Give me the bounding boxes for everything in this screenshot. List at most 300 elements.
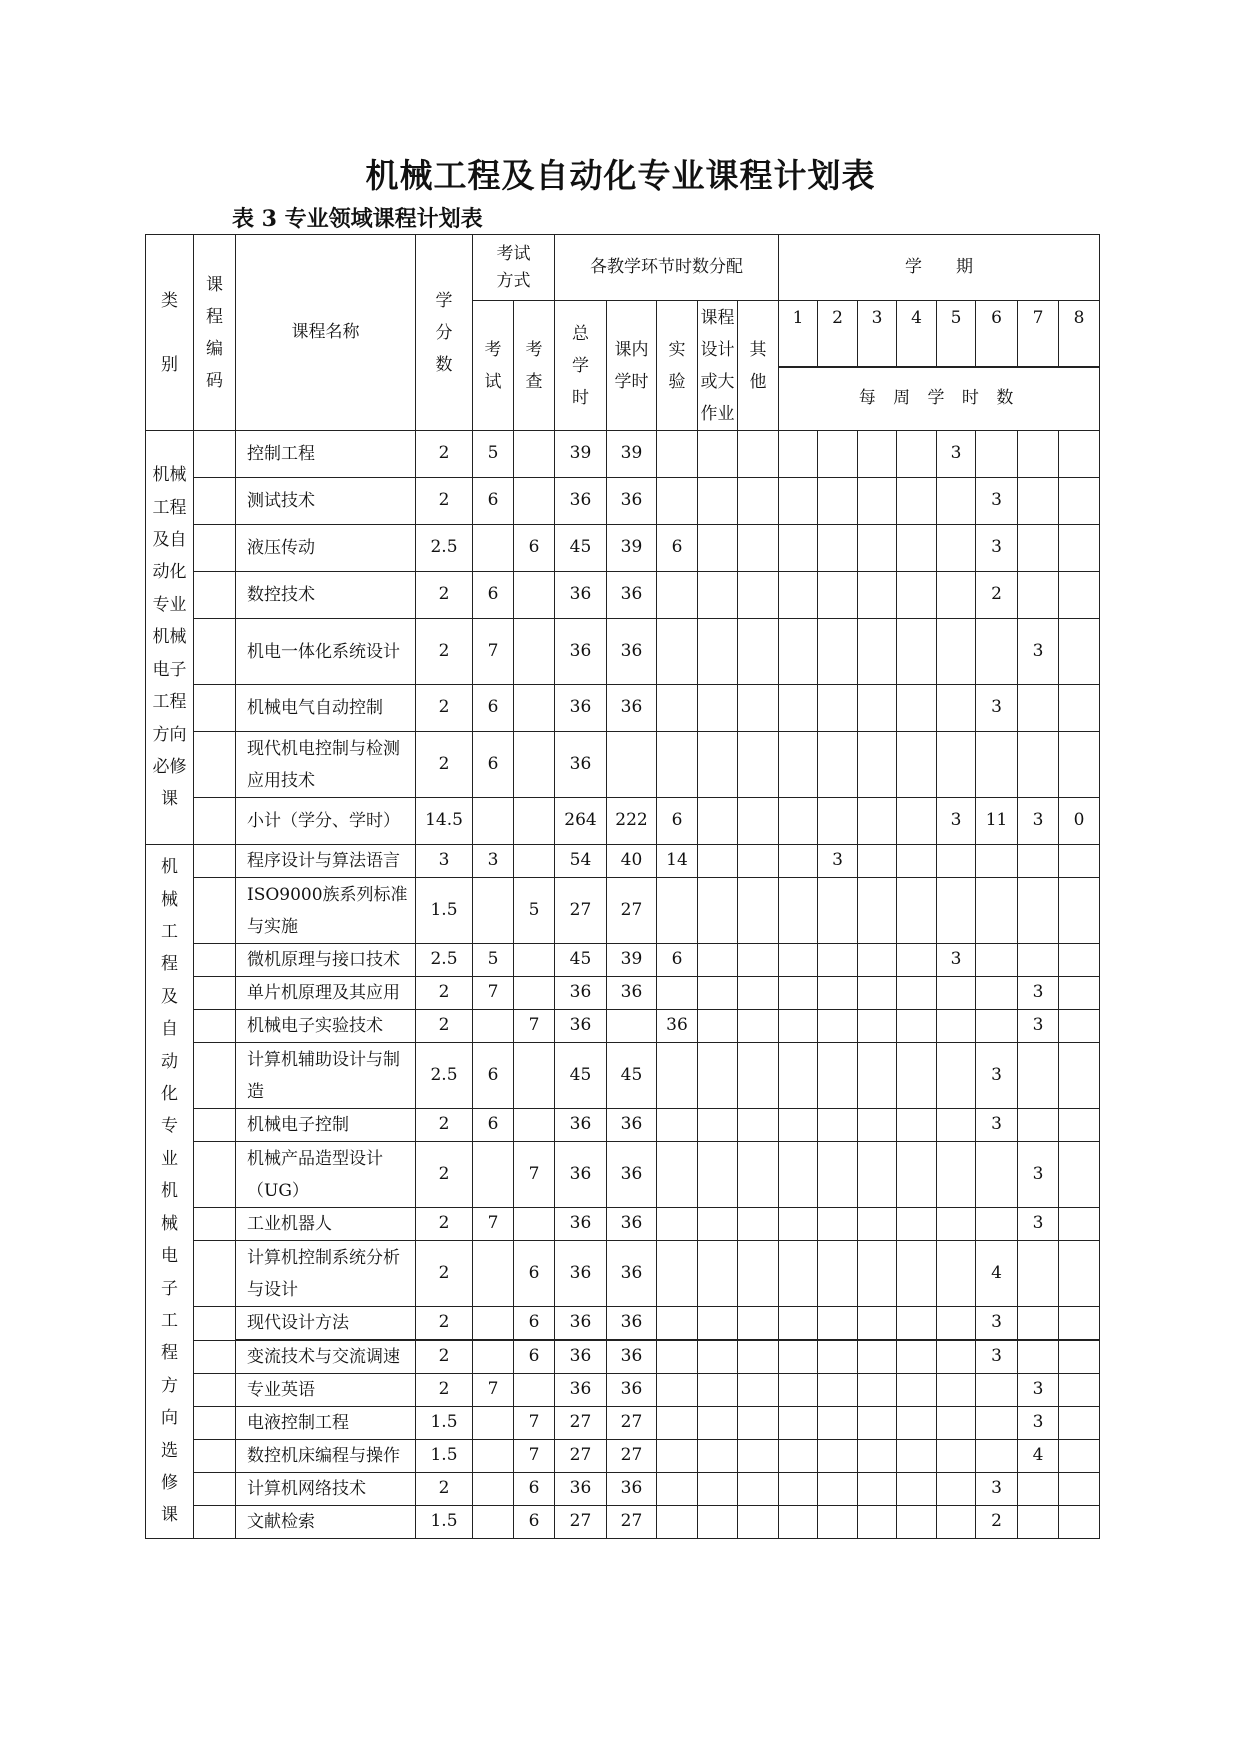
credits-cell: 2 xyxy=(416,1307,473,1341)
semester-8-cell xyxy=(1059,1010,1100,1043)
course-name-cell: 数控机床编程与操作 xyxy=(236,1440,416,1473)
semester-6-cell xyxy=(976,1142,1018,1208)
design-cell xyxy=(698,944,738,977)
exam-cell: 6 xyxy=(473,572,514,619)
semester-2-cell xyxy=(818,1043,858,1109)
check-cell: 7 xyxy=(514,1010,555,1043)
check-cell xyxy=(514,685,555,732)
check-cell xyxy=(514,1374,555,1407)
header-design-homework: 课程 设计 或大 作业 xyxy=(698,301,738,431)
semester-3-cell xyxy=(858,1142,897,1208)
check-cell xyxy=(514,944,555,977)
exam-cell xyxy=(473,1142,514,1208)
semester-2-cell xyxy=(818,798,858,845)
other-cell xyxy=(738,1142,779,1208)
in-class-hours-cell: 36 xyxy=(607,1340,657,1374)
exam-cell: 6 xyxy=(473,732,514,798)
other-cell xyxy=(738,944,779,977)
semester-5-cell xyxy=(937,1473,976,1506)
semester-8-cell xyxy=(1059,1142,1100,1208)
semester-7-cell: 3 xyxy=(1018,1407,1059,1440)
experiment-cell xyxy=(657,1208,698,1241)
total-hours-cell: 36 xyxy=(555,732,607,798)
experiment-cell xyxy=(657,478,698,525)
table-row xyxy=(146,1440,1100,1473)
semester-5-cell xyxy=(937,1307,976,1341)
experiment-cell xyxy=(657,431,698,478)
semester-4-cell xyxy=(897,1208,937,1241)
header-exam-mode: 考试 方式 xyxy=(473,235,555,301)
other-cell xyxy=(738,1407,779,1440)
semester-6-cell xyxy=(976,944,1018,977)
semester-8-cell xyxy=(1059,878,1100,944)
experiment-cell: 36 xyxy=(657,1010,698,1043)
exam-cell: 6 xyxy=(473,1043,514,1109)
semester-1-cell xyxy=(779,478,818,525)
semester-8-cell xyxy=(1059,1109,1100,1142)
header-semester-4: 4 xyxy=(897,301,937,367)
design-cell xyxy=(698,1340,738,1374)
header-experiment: 实 验 xyxy=(657,301,698,431)
check-cell xyxy=(514,619,555,685)
semester-7-cell xyxy=(1018,944,1059,977)
other-cell xyxy=(738,1506,779,1539)
semester-5-cell: 3 xyxy=(937,431,976,478)
header-semester-6: 6 xyxy=(976,301,1018,367)
header-other: 其 他 xyxy=(738,301,779,431)
total-hours-cell: 39 xyxy=(555,431,607,478)
semester-8-cell xyxy=(1059,1440,1100,1473)
other-cell xyxy=(738,1473,779,1506)
other-cell xyxy=(738,1241,779,1307)
course-code-cell xyxy=(194,1208,236,1241)
semester-5-cell xyxy=(937,1010,976,1043)
table-row xyxy=(146,572,1100,619)
check-cell: 7 xyxy=(514,1407,555,1440)
exam-cell: 5 xyxy=(473,944,514,977)
check-cell xyxy=(514,1043,555,1109)
design-cell xyxy=(698,798,738,845)
other-cell xyxy=(738,1340,779,1374)
table-row xyxy=(146,1241,1100,1307)
check-cell xyxy=(514,431,555,478)
semester-6-cell: 3 xyxy=(976,478,1018,525)
semester-2-cell xyxy=(818,1374,858,1407)
check-cell: 6 xyxy=(514,1473,555,1506)
course-name-cell: 微机原理与接口技术 xyxy=(236,944,416,977)
semester-2-cell xyxy=(818,1340,858,1374)
course-name-cell: 工业机器人 xyxy=(236,1208,416,1241)
in-class-hours-cell: 36 xyxy=(607,1241,657,1307)
other-cell xyxy=(738,1043,779,1109)
other-cell xyxy=(738,845,779,878)
semester-1-cell xyxy=(779,1473,818,1506)
semester-5-cell: 3 xyxy=(937,944,976,977)
table-row xyxy=(146,1307,1100,1341)
table-row xyxy=(146,431,1100,478)
semester-4-cell xyxy=(897,1241,937,1307)
semester-5-cell xyxy=(937,845,976,878)
in-class-hours-cell xyxy=(607,732,657,798)
semester-1-cell xyxy=(779,619,818,685)
in-class-hours-cell: 36 xyxy=(607,1473,657,1506)
header-semester-8: 8 xyxy=(1059,301,1100,367)
in-class-hours-cell: 36 xyxy=(607,1142,657,1208)
semester-3-cell xyxy=(858,977,897,1010)
table-row xyxy=(146,1374,1100,1407)
in-class-hours-cell: 27 xyxy=(607,1407,657,1440)
check-cell xyxy=(514,732,555,798)
semester-8-cell xyxy=(1059,525,1100,572)
experiment-cell xyxy=(657,572,698,619)
page-title: 机械工程及自动化专业课程计划表 xyxy=(365,156,876,195)
header-semester-1: 1 xyxy=(779,301,818,367)
semester-8-cell xyxy=(1059,1506,1100,1539)
semester-4-cell xyxy=(897,1109,937,1142)
semester-4-cell xyxy=(897,1440,937,1473)
in-class-hours-cell: 27 xyxy=(607,878,657,944)
semester-7-cell xyxy=(1018,1043,1059,1109)
semester-7-cell xyxy=(1018,1506,1059,1539)
semester-4-cell xyxy=(897,977,937,1010)
design-cell xyxy=(698,1307,738,1341)
course-name-cell: 专业英语 xyxy=(236,1374,416,1407)
semester-2-cell xyxy=(818,1473,858,1506)
credits-cell: 2 xyxy=(416,572,473,619)
semester-6-cell xyxy=(976,1407,1018,1440)
design-cell xyxy=(698,685,738,732)
semester-5-cell xyxy=(937,1208,976,1241)
course-code-cell xyxy=(194,572,236,619)
total-hours-cell: 36 xyxy=(555,1374,607,1407)
semester-4-cell xyxy=(897,619,937,685)
course-name-cell: 计算机网络技术 xyxy=(236,1473,416,1506)
experiment-cell xyxy=(657,878,698,944)
exam-cell xyxy=(473,1241,514,1307)
semester-8-cell xyxy=(1059,732,1100,798)
semester-6-cell: 3 xyxy=(976,1109,1018,1142)
semester-3-cell xyxy=(858,732,897,798)
semester-8-cell xyxy=(1059,478,1100,525)
semester-3-cell xyxy=(858,1407,897,1440)
semester-8-cell xyxy=(1059,431,1100,478)
credits-cell: 2 xyxy=(416,1340,473,1374)
header-semester-2: 2 xyxy=(818,301,858,367)
table-row xyxy=(146,525,1100,572)
experiment-cell xyxy=(657,1241,698,1307)
semester-2-cell xyxy=(818,1208,858,1241)
semester-2-cell xyxy=(818,1506,858,1539)
course-name-cell: 机械电子控制 xyxy=(236,1109,416,1142)
design-cell xyxy=(698,1440,738,1473)
credits-cell: 1.5 xyxy=(416,1506,473,1539)
semester-3-cell xyxy=(858,1010,897,1043)
course-code-cell xyxy=(194,1109,236,1142)
other-cell xyxy=(738,1109,779,1142)
semester-6-cell: 3 xyxy=(976,1473,1018,1506)
table-row xyxy=(146,685,1100,732)
semester-4-cell xyxy=(897,1340,937,1374)
experiment-cell xyxy=(657,1440,698,1473)
semester-2-cell xyxy=(818,1010,858,1043)
course-name-cell: 文献检索 xyxy=(236,1506,416,1539)
semester-2-cell xyxy=(818,1241,858,1307)
course-name-cell: ISO9000族系列标准与实施 xyxy=(236,878,416,944)
credits-cell: 2 xyxy=(416,1010,473,1043)
semester-7-cell xyxy=(1018,525,1059,572)
course-code-cell xyxy=(194,619,236,685)
course-name-cell: 机电一体化系统设计 xyxy=(236,619,416,685)
semester-6-cell xyxy=(976,619,1018,685)
semester-3-cell xyxy=(858,1241,897,1307)
semester-4-cell xyxy=(897,1010,937,1043)
semester-2-cell xyxy=(818,1109,858,1142)
semester-4-cell xyxy=(897,685,937,732)
course-code-cell xyxy=(194,1374,236,1407)
in-class-hours-cell: 36 xyxy=(607,478,657,525)
credits-cell: 2 xyxy=(416,1374,473,1407)
semester-4-cell xyxy=(897,1043,937,1109)
total-hours-cell: 36 xyxy=(555,1241,607,1307)
course-name-cell: 计算机辅助设计与制造 xyxy=(236,1043,416,1109)
table-row xyxy=(146,1506,1100,1539)
experiment-cell xyxy=(657,1374,698,1407)
semester-2-cell xyxy=(818,525,858,572)
category-cell xyxy=(146,431,194,845)
design-cell xyxy=(698,878,738,944)
total-hours-cell: 36 xyxy=(555,1340,607,1374)
credits-cell: 2.5 xyxy=(416,1043,473,1109)
table-row xyxy=(146,1142,1100,1208)
check-cell: 6 xyxy=(514,1241,555,1307)
total-hours-cell: 27 xyxy=(555,1440,607,1473)
other-cell xyxy=(738,478,779,525)
in-class-hours-cell: 45 xyxy=(607,1043,657,1109)
semester-8-cell xyxy=(1059,944,1100,977)
semester-4-cell xyxy=(897,1506,937,1539)
course-code-cell xyxy=(194,478,236,525)
design-cell xyxy=(698,1374,738,1407)
check-cell xyxy=(514,478,555,525)
design-cell xyxy=(698,525,738,572)
table-row xyxy=(146,1473,1100,1506)
total-hours-cell: 27 xyxy=(555,1506,607,1539)
semester-2-cell xyxy=(818,1307,858,1341)
course-name-cell: 单片机原理及其应用 xyxy=(236,977,416,1010)
exam-cell: 6 xyxy=(473,1109,514,1142)
semester-3-cell xyxy=(858,572,897,619)
table-row xyxy=(146,798,1100,845)
table-row xyxy=(146,732,1100,798)
semester-6-cell: 11 xyxy=(976,798,1018,845)
semester-5-cell xyxy=(937,478,976,525)
credits-cell: 2 xyxy=(416,685,473,732)
semester-6-cell: 2 xyxy=(976,1506,1018,1539)
header-category: 类 别 xyxy=(146,235,194,431)
in-class-hours-cell: 36 xyxy=(607,685,657,732)
semester-3-cell xyxy=(858,1340,897,1374)
semester-1-cell xyxy=(779,1109,818,1142)
table-caption: 表 3 专业领域课程计划表 xyxy=(232,206,483,232)
header-check: 考 查 xyxy=(514,301,555,431)
semester-1-cell xyxy=(779,525,818,572)
experiment-cell xyxy=(657,1307,698,1341)
table-row xyxy=(146,1340,1100,1374)
credits-cell: 2 xyxy=(416,1473,473,1506)
design-cell xyxy=(698,1109,738,1142)
other-cell xyxy=(738,1307,779,1341)
credits-cell: 1.5 xyxy=(416,1407,473,1440)
total-hours-cell: 36 xyxy=(555,977,607,1010)
semester-4-cell xyxy=(897,431,937,478)
semester-6-cell xyxy=(976,1010,1018,1043)
category-label: 机 械 工 程 及 自 动 化 专 业 机 械 电 子 工 程 方 向 选 修 课 xyxy=(161,857,178,1526)
semester-4-cell xyxy=(897,845,937,878)
semester-1-cell xyxy=(779,1307,818,1341)
semester-5-cell xyxy=(937,1374,976,1407)
semester-5-cell xyxy=(937,732,976,798)
semester-6-cell: 2 xyxy=(976,572,1018,619)
semester-1-cell xyxy=(779,1340,818,1374)
semester-3-cell xyxy=(858,685,897,732)
exam-cell xyxy=(473,525,514,572)
semester-8-cell xyxy=(1059,1473,1100,1506)
other-cell xyxy=(738,977,779,1010)
exam-cell: 7 xyxy=(473,977,514,1010)
semester-2-cell xyxy=(818,878,858,944)
header-semester-7: 7 xyxy=(1018,301,1059,367)
other-cell xyxy=(738,1010,779,1043)
semester-6-cell xyxy=(976,431,1018,478)
credits-cell: 3 xyxy=(416,845,473,878)
semester-2-cell xyxy=(818,1142,858,1208)
design-cell xyxy=(698,619,738,685)
header-semester-5: 5 xyxy=(937,301,976,367)
header-semester: 学 期 xyxy=(779,235,1100,301)
check-cell xyxy=(514,977,555,1010)
semester-8-cell xyxy=(1059,1340,1100,1374)
check-cell: 6 xyxy=(514,1506,555,1539)
semester-2-cell xyxy=(818,619,858,685)
experiment-cell xyxy=(657,1142,698,1208)
in-class-hours-cell: 39 xyxy=(607,944,657,977)
total-hours-cell: 264 xyxy=(555,798,607,845)
design-cell xyxy=(698,1407,738,1440)
other-cell xyxy=(738,1374,779,1407)
credits-cell: 1.5 xyxy=(416,1440,473,1473)
table-row xyxy=(146,977,1100,1010)
check-cell xyxy=(514,845,555,878)
other-cell xyxy=(738,732,779,798)
design-cell xyxy=(698,1473,738,1506)
semester-2-cell xyxy=(818,1407,858,1440)
semester-5-cell xyxy=(937,1506,976,1539)
experiment-cell xyxy=(657,732,698,798)
semester-4-cell xyxy=(897,478,937,525)
semester-7-cell: 3 xyxy=(1018,619,1059,685)
semester-1-cell xyxy=(779,1374,818,1407)
exam-cell xyxy=(473,1340,514,1374)
semester-7-cell xyxy=(1018,732,1059,798)
course-code-cell xyxy=(194,1010,236,1043)
semester-3-cell xyxy=(858,431,897,478)
course-name-cell: 程序设计与算法语言 xyxy=(236,845,416,878)
credits-cell: 2 xyxy=(416,1208,473,1241)
semester-1-cell xyxy=(779,1440,818,1473)
other-cell xyxy=(738,431,779,478)
semester-5-cell xyxy=(937,1241,976,1307)
course-name-cell: 机械电气自动控制 xyxy=(236,685,416,732)
semester-3-cell xyxy=(858,1473,897,1506)
credits-cell: 2 xyxy=(416,1109,473,1142)
semester-6-cell xyxy=(976,977,1018,1010)
semester-5-cell: 3 xyxy=(937,798,976,845)
semester-8-cell xyxy=(1059,1374,1100,1407)
semester-3-cell xyxy=(858,525,897,572)
design-cell xyxy=(698,1208,738,1241)
design-cell xyxy=(698,478,738,525)
course-code-cell xyxy=(194,845,236,878)
semester-4-cell xyxy=(897,572,937,619)
semester-6-cell xyxy=(976,1440,1018,1473)
semester-3-cell xyxy=(858,1506,897,1539)
semester-5-cell xyxy=(937,685,976,732)
total-hours-cell: 45 xyxy=(555,944,607,977)
check-cell: 6 xyxy=(514,525,555,572)
in-class-hours-cell: 27 xyxy=(607,1506,657,1539)
semester-3-cell xyxy=(858,1307,897,1341)
semester-1-cell xyxy=(779,798,818,845)
exam-cell xyxy=(473,1506,514,1539)
exam-cell: 6 xyxy=(473,685,514,732)
table-row xyxy=(146,478,1100,525)
semester-1-cell xyxy=(779,572,818,619)
course-name-cell: 计算机控制系统分析与设计 xyxy=(236,1241,416,1307)
course-code-cell xyxy=(194,1307,236,1341)
semester-1-cell xyxy=(779,1241,818,1307)
semester-3-cell xyxy=(858,944,897,977)
experiment-cell: 14 xyxy=(657,845,698,878)
header-course-name: 课程名称 xyxy=(236,235,416,431)
course-name-cell: 电液控制工程 xyxy=(236,1407,416,1440)
semester-4-cell xyxy=(897,1473,937,1506)
semester-1-cell xyxy=(779,1208,818,1241)
credits-cell: 2 xyxy=(416,619,473,685)
exam-cell xyxy=(473,1307,514,1341)
experiment-cell: 6 xyxy=(657,944,698,977)
table-row xyxy=(146,878,1100,944)
semester-7-cell xyxy=(1018,1307,1059,1341)
other-cell xyxy=(738,685,779,732)
course-code-cell xyxy=(194,685,236,732)
check-cell xyxy=(514,1109,555,1142)
table-row xyxy=(146,1109,1100,1142)
semester-8-cell xyxy=(1059,1043,1100,1109)
check-cell xyxy=(514,798,555,845)
other-cell xyxy=(738,572,779,619)
semester-8-cell: 0 xyxy=(1059,798,1100,845)
semester-4-cell xyxy=(897,1142,937,1208)
semester-2-cell xyxy=(818,1440,858,1473)
in-class-hours-cell: 36 xyxy=(607,977,657,1010)
credits-cell: 2.5 xyxy=(416,944,473,977)
semester-5-cell xyxy=(937,1142,976,1208)
semester-5-cell xyxy=(937,1043,976,1109)
semester-7-cell: 3 xyxy=(1018,1208,1059,1241)
semester-2-cell xyxy=(818,478,858,525)
total-hours-cell: 36 xyxy=(555,478,607,525)
in-class-hours-cell: 36 xyxy=(607,619,657,685)
